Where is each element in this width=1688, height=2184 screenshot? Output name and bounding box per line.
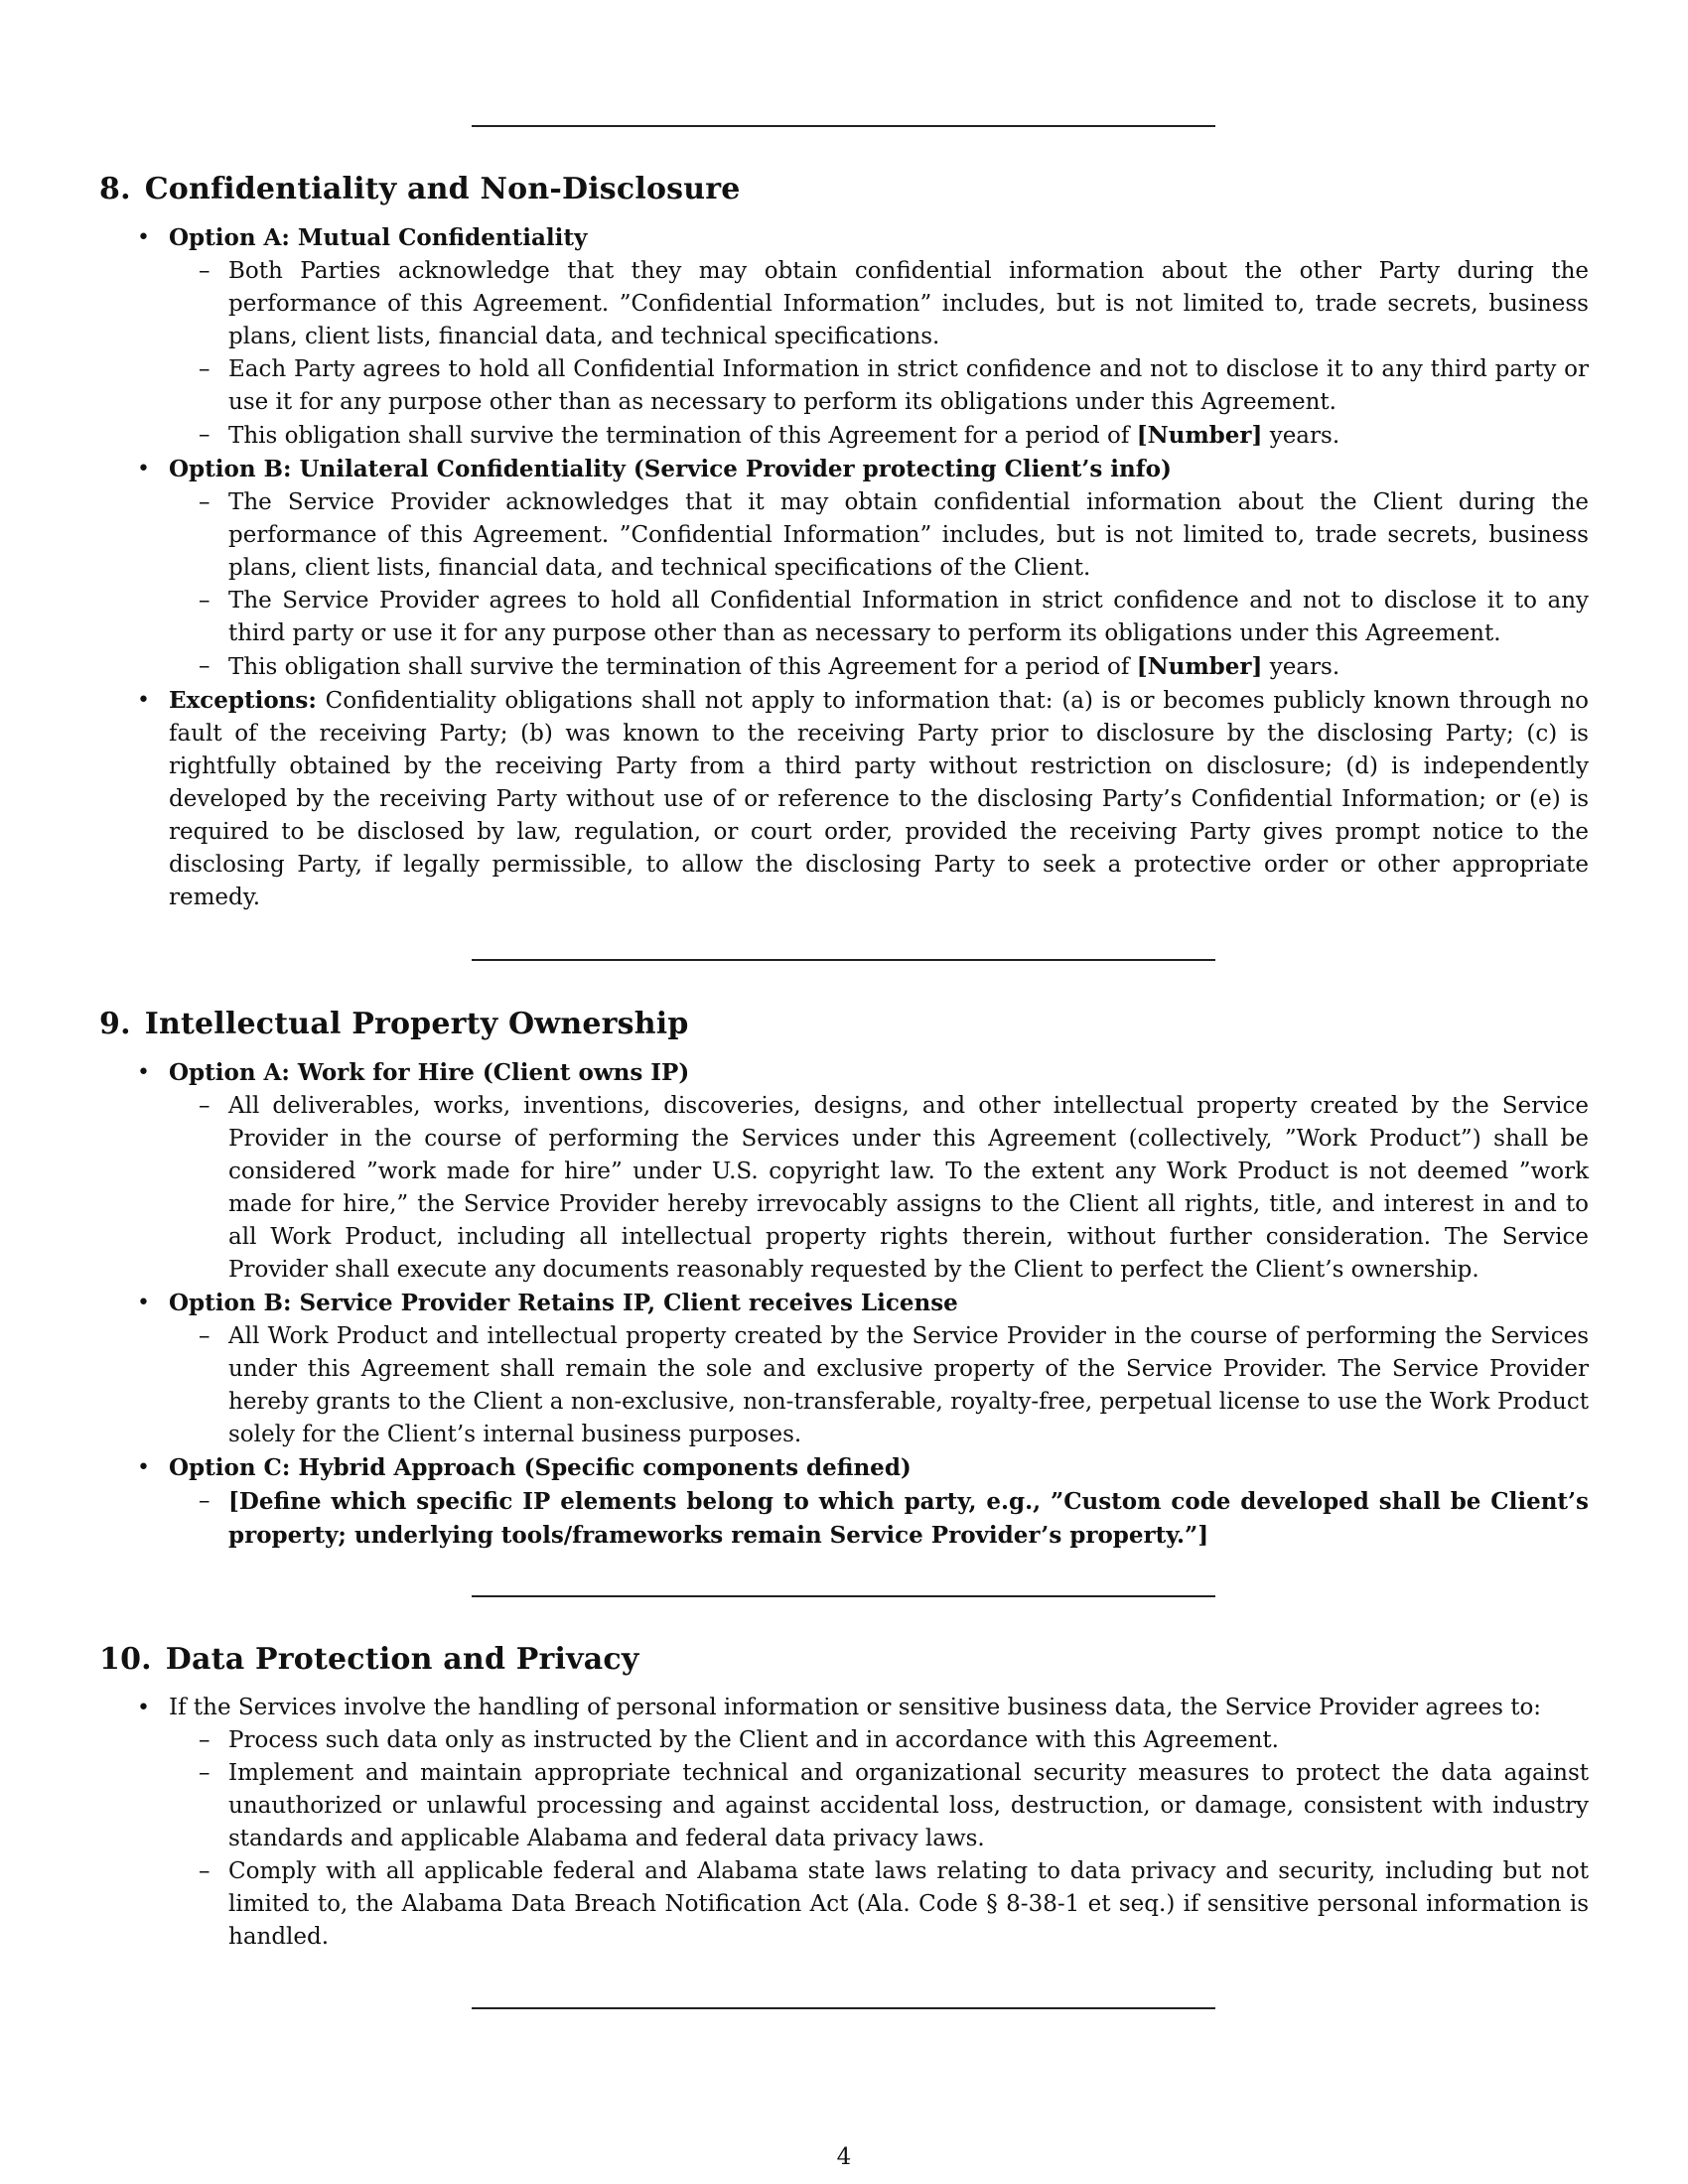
section-number: 9. xyxy=(99,1007,131,1041)
list-item xyxy=(99,684,1589,914)
section-10-list xyxy=(99,1692,1589,1954)
dash-icon: – xyxy=(199,1488,211,1514)
dash-icon: – xyxy=(199,1727,211,1753)
sub-list-item xyxy=(169,1855,1589,1954)
dash-icon: – xyxy=(199,1760,211,1786)
section-title: Data Protection and Privacy xyxy=(165,1642,639,1677)
sub-list-item xyxy=(169,419,1589,453)
sub-list xyxy=(169,1724,1589,1954)
sub-list-item xyxy=(169,486,1589,585)
horizontal-rule xyxy=(472,2007,1215,2009)
option-label: Option B: Unilateral Confidentiality (Service Provider protecting Client’s info) xyxy=(169,456,1172,482)
sub-list-item xyxy=(169,255,1589,353)
bullet-icon: • xyxy=(137,1696,150,1720)
clause-text: Confidentiality obligations shall not apply to information that: (a) is or becomes publicly known through no fault of the receiving Party; (b) was known to the receiving Party prior to disclosure by the disclosing Party; (c) is rightfully obtained by the receiving Party from a third party without restriction on disclosure; (d) is independently developed by the receiving Party without use of or reference to the disclosing Party’s Confidential Information; or (e) is required to be disclosed by law, regulation, or court order, provided the receiving Party gives prompt notice to the disclosing Party, if legally permissible, to allow the disclosing Party to seek a protective order or other appropriate remedy. xyxy=(169,688,1589,910)
option-label: Option A: Mutual Confidentiality xyxy=(169,224,588,251)
dash-icon: – xyxy=(199,588,211,614)
sub-list-item xyxy=(169,1320,1589,1451)
dash-icon: – xyxy=(199,356,211,382)
dash-icon: – xyxy=(199,258,211,284)
list-item xyxy=(99,1056,1589,1287)
sub-list xyxy=(169,255,1589,453)
horizontal-rule xyxy=(472,125,1215,127)
list-item xyxy=(99,1692,1589,1954)
bullet-icon: • xyxy=(137,1060,150,1085)
clause-text: Both Parties acknowledge that they may obtain confidential information about the other Party during the performance of this Agreement. ”Confidential Information” includes, but is not limited to, trade secrets, business plans, client lists, financial data, and technical specifications. xyxy=(228,258,1589,349)
sub-list-item xyxy=(169,650,1589,684)
exceptions-label: Exceptions: xyxy=(169,687,317,714)
dash-icon: – xyxy=(199,653,211,679)
sub-list xyxy=(169,1485,1589,1553)
bullet-icon: • xyxy=(137,688,150,713)
sub-list-item xyxy=(169,353,1589,419)
option-label: Option B: Service Provider Retains IP, Client receives License xyxy=(169,1290,958,1316)
sub-list xyxy=(169,1320,1589,1451)
section-title: Intellectual Property Ownership xyxy=(144,1007,689,1041)
list-item xyxy=(99,453,1589,684)
sub-list-item xyxy=(169,1090,1589,1287)
bullet-icon: • xyxy=(137,1291,150,1315)
placeholder-field: [Number] xyxy=(1136,653,1263,680)
section-10-heading xyxy=(99,1642,1589,1678)
clause-text: All Work Product and intellectual property created by the Service Provider in the course of performing the Services under this Agreement shall remain the sole and exclusive property of the Service Provider. The Service Provider hereby grants to the Client a non-exclusive, non-transferable, royalty-free, perpetual license to use the Work Product solely for the Client’s internal business purposes. xyxy=(228,1323,1589,1447)
section-9-heading xyxy=(99,1007,1589,1042)
page-number: 4 xyxy=(836,2144,852,2170)
horizontal-rule xyxy=(472,1595,1215,1597)
sub-list-item xyxy=(169,1485,1589,1553)
option-label: Option C: Hybrid Approach (Specific components defined) xyxy=(169,1454,912,1481)
horizontal-rule xyxy=(472,959,1215,961)
clause-text: years. xyxy=(1262,423,1340,449)
sub-list-item xyxy=(169,1724,1589,1757)
list-item xyxy=(99,1451,1589,1553)
sub-list-item xyxy=(169,1757,1589,1855)
section-9 xyxy=(99,1007,1589,1553)
clause-text: The Service Provider agrees to hold all Confidential Information in strict confidence and not to disclose it to any third party or use it for any purpose other than as necessary to perform its obligations under this Agreement. xyxy=(228,588,1589,646)
dash-icon: – xyxy=(199,1858,211,1884)
sub-list xyxy=(169,1090,1589,1287)
clause-text: Implement and maintain appropriate technical and organizational security measures to protect the data against unauthorized or unlawful processing and against accidental loss, destruction, or damage, consistent with industry standards and applicable Alabama and federal data privacy laws. xyxy=(228,1760,1589,1851)
bullet-icon: • xyxy=(137,225,150,250)
bullet-icon: • xyxy=(137,457,150,481)
clause-text: Comply with all applicable federal and Alabama state laws relating to data privacy and security, including but not limited to, the Alabama Data Breach Notification Act (Ala. Code § 8-38-1 et seq.) if sensitive personal information is handled. xyxy=(228,1858,1589,1950)
clause-text: years. xyxy=(1262,654,1340,680)
dash-icon: – xyxy=(199,1323,211,1349)
section-8 xyxy=(99,172,1589,914)
section-8-heading xyxy=(99,172,1589,207)
clause-text: All deliverables, works, inventions, discoveries, designs, and other intellectual property created by the Service Provider in the course of performing the Services under this Agreement (collectively, ”Work Product”) shall be considered ”work made for hire” under U.S. copyright law. To the extent any Work Product is not deemed ”work made for hire,” the Service Provider hereby irrevocably assigns to the Client all rights, title, and interest in and to all Work Product, including all intellectual property rights therein, without further consideration. The Service Provider shall execute any documents reasonably requested by the Client to perfect the Client’s ownership. xyxy=(228,1093,1589,1283)
sub-list-item xyxy=(169,585,1589,650)
placeholder-field: [Number] xyxy=(1136,422,1263,449)
clause-text: If the Services involve the handling of personal information or sensitive business data, the Service Provider agrees to: xyxy=(169,1695,1542,1720)
section-9-list xyxy=(99,1056,1589,1553)
clause-text: Each Party agrees to hold all Confidential Information in strict confidence and not to disclose it to any third party or use it for any purpose other than as necessary to perform its obligations under this Agreement. xyxy=(228,356,1589,415)
section-10 xyxy=(99,1642,1589,1954)
clause-text: Process such data only as instructed by the Client and in accordance with this Agreement. xyxy=(228,1727,1279,1753)
dash-icon: – xyxy=(199,489,211,515)
dash-icon: – xyxy=(199,422,211,448)
section-number: 10. xyxy=(99,1642,152,1677)
clause-text: This obligation shall survive the termination of this Agreement for a period of xyxy=(228,423,1137,449)
dash-icon: – xyxy=(199,1093,211,1119)
sub-list xyxy=(169,486,1589,684)
clause-text: The Service Provider acknowledges that it may obtain confidential information about the Client during the performance of this Agreement. ”Confidential Information” includes, but is not limited to, trade secrets, business plans, client lists, financial data, and technical specifications of the Client. xyxy=(228,489,1589,581)
option-label: Option A: Work for Hire (Client owns IP) xyxy=(169,1059,690,1086)
placeholder-clause: [Define which specific IP elements belong to which party, e.g., ”Custom code developed shall be Client’s property; underlying tools/frameworks remain Service Provider’s property.”] xyxy=(228,1488,1589,1549)
section-8-list xyxy=(99,221,1589,914)
section-number: 8. xyxy=(99,172,131,206)
clause-text: This obligation shall survive the termination of this Agreement for a period of xyxy=(228,654,1137,680)
list-item xyxy=(99,221,1589,453)
bullet-icon: • xyxy=(137,1455,150,1480)
list-item xyxy=(99,1287,1589,1451)
section-title: Confidentiality and Non-Disclosure xyxy=(144,172,741,206)
